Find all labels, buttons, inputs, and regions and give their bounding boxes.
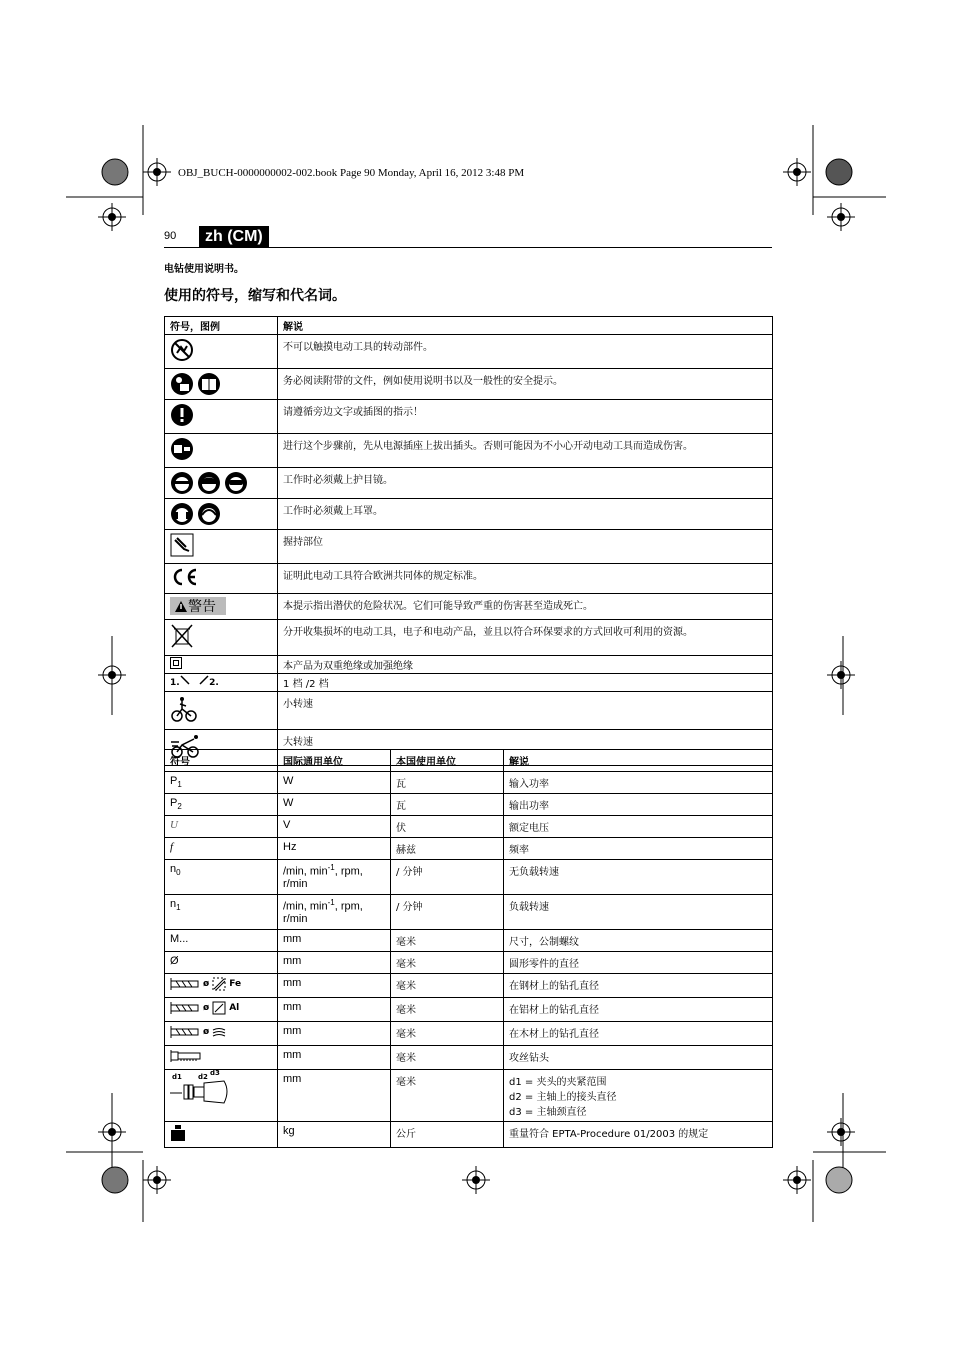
table-row bbox=[165, 564, 773, 594]
intl-unit-cell: mm bbox=[278, 1070, 391, 1122]
intl-unit-cell: kg bbox=[278, 1122, 391, 1148]
document-subtitle: 电钻使用说明书。 bbox=[164, 264, 244, 275]
gear-1-2-icon: 1. 2. bbox=[170, 678, 219, 688]
symbol-cell: $n_0$ bbox=[165, 860, 278, 895]
intl-unit-cell: mm bbox=[278, 1022, 391, 1046]
symbol-cell bbox=[165, 468, 278, 499]
wood-material-icon bbox=[212, 1025, 226, 1039]
description-cell: 在木材上的钻孔直径 bbox=[504, 1022, 773, 1046]
description-cell: d1 = 夹头的夹紧范围 d2 = 主轴上的接头直径 d3 = 主轴颈直径 bbox=[504, 1070, 773, 1122]
description-cell: 务必阅读附带的文件，例如使用说明书以及一般性的安全提示。 bbox=[278, 369, 773, 400]
column-header: 解说 bbox=[504, 750, 773, 772]
symbol-cell bbox=[165, 620, 278, 656]
local-unit-cell: 毫米 bbox=[391, 974, 504, 998]
table-row bbox=[165, 434, 773, 468]
local-unit-cell: 毫米 bbox=[391, 1046, 504, 1070]
weee-bin-icon bbox=[170, 623, 194, 649]
double-insulation-icon bbox=[170, 657, 182, 669]
intl-unit-cell: W bbox=[278, 794, 391, 816]
intl-unit-cell: /min, $\min^{-1}$, rpm, r/min bbox=[278, 895, 391, 930]
column-header: 本国使用单位 bbox=[391, 750, 504, 772]
local-unit-cell: 赫兹 bbox=[391, 838, 504, 860]
ear-protection-icon-2 bbox=[197, 502, 221, 526]
local-unit-cell: 毫米 bbox=[391, 930, 504, 952]
low-speed-icon bbox=[170, 695, 198, 723]
local-unit-cell: 公斤 bbox=[391, 1122, 504, 1148]
table-row bbox=[165, 692, 773, 730]
description-cell: 工作时必须戴上护目镜。 bbox=[278, 468, 773, 499]
table-row bbox=[165, 794, 773, 816]
grip-area-icon bbox=[170, 533, 194, 557]
table-header-row bbox=[165, 750, 773, 772]
local-unit-cell: 毫米 bbox=[391, 998, 504, 1022]
description-cell: 在钢材上的钻孔直径 bbox=[504, 974, 773, 998]
description-cell: 证明此电动工具符合欧洲共同体的规定标准。 bbox=[278, 564, 773, 594]
ce-mark-icon bbox=[170, 567, 198, 587]
table-row bbox=[165, 369, 773, 400]
intl-unit-cell: /min, $\min^{-1}$, rpm, r/min bbox=[278, 860, 391, 895]
table-row bbox=[165, 860, 773, 895]
eye-protection-icon bbox=[170, 471, 194, 495]
no-touch-rotating-icon bbox=[170, 338, 194, 362]
description-cell: 分开收集损坏的电动工具，电子和电动产品，並且以符合环保要求的方式回收可利用的资源。 bbox=[278, 620, 773, 656]
description-cell: 握持部位 bbox=[278, 530, 773, 564]
local-unit-cell: / 分钟 bbox=[391, 895, 504, 930]
drill-aluminium-icon bbox=[170, 1001, 200, 1015]
intl-unit-cell: V bbox=[278, 816, 391, 838]
language-badge: zh (CM) bbox=[199, 226, 269, 247]
symbol-cell: ø bbox=[165, 1022, 278, 1046]
print-header: OBJ_BUCH-0000000002-002.book Page 90 Monday, April 16, 2012 3:48 PM bbox=[178, 167, 525, 179]
symbol-cell: M... bbox=[165, 930, 278, 952]
description-cell: 小转速 bbox=[278, 692, 773, 730]
table-header-row bbox=[165, 317, 773, 335]
symbol-cell bbox=[165, 594, 278, 620]
units-table bbox=[164, 749, 773, 1148]
intl-unit-cell: Hz bbox=[278, 838, 391, 860]
table-row bbox=[165, 1070, 773, 1122]
read-manual-icon bbox=[170, 372, 194, 396]
table-row bbox=[165, 1022, 773, 1046]
tap-icon bbox=[170, 1049, 202, 1063]
symbol-cell bbox=[165, 1046, 278, 1070]
description-cell: 输出功率 bbox=[504, 794, 773, 816]
description-cell: 额定电压 bbox=[504, 816, 773, 838]
symbol-cell: $n_1$ bbox=[165, 895, 278, 930]
local-unit-cell: 毫米 bbox=[391, 952, 504, 974]
table-row bbox=[165, 620, 773, 656]
intl-unit-cell: W bbox=[278, 772, 391, 794]
column-header: 符号 bbox=[165, 750, 278, 772]
description-cell: 不可以触摸电动工具的转动部件。 bbox=[278, 335, 773, 369]
column-header: 符号，图例 bbox=[165, 317, 278, 335]
description-cell: 进行这个步骤前，先从电源插座上拔出插头。否则可能因为不小心开动电动工具而造成伤害。 bbox=[278, 434, 773, 468]
table-row bbox=[165, 1122, 773, 1148]
description-cell: 1 档 /2 档 bbox=[278, 674, 773, 692]
description-cell: 工作时必须戴上耳罩。 bbox=[278, 499, 773, 530]
symbol-cell bbox=[165, 674, 278, 692]
symbol-cell bbox=[165, 335, 278, 369]
attention-icon bbox=[170, 403, 194, 427]
table-row bbox=[165, 952, 773, 974]
table-row bbox=[165, 594, 773, 620]
symbol-cell bbox=[165, 530, 278, 564]
column-header: 国际通用单位 bbox=[278, 750, 391, 772]
column-header: 解说 bbox=[278, 317, 773, 335]
table-row bbox=[165, 468, 773, 499]
table-row bbox=[165, 335, 773, 369]
description-cell: 圆形零件的直径 bbox=[504, 952, 773, 974]
aluminium-material-icon bbox=[212, 1001, 226, 1015]
local-unit-cell: 伏 bbox=[391, 816, 504, 838]
symbol-cell: f bbox=[165, 838, 278, 860]
symbol-cell: $P_2$ bbox=[165, 794, 278, 816]
symbol-cell bbox=[165, 369, 278, 400]
intl-unit-cell: mm bbox=[278, 1046, 391, 1070]
table-row bbox=[165, 998, 773, 1022]
description-cell: 输入功率 bbox=[504, 772, 773, 794]
symbol-cell bbox=[165, 1070, 278, 1122]
description-cell: 频率 bbox=[504, 838, 773, 860]
steel-material-icon bbox=[212, 977, 226, 991]
table-row bbox=[165, 656, 773, 674]
table-row bbox=[165, 930, 773, 952]
description-cell: 请遵循旁边文字或插图的指示！ bbox=[278, 400, 773, 434]
symbol-cell: ø Al bbox=[165, 998, 278, 1022]
description-cell: 本提示指出潜伏的危险状况。它们可能导致严重的伤害甚至造成死亡。 bbox=[278, 594, 773, 620]
table-row bbox=[165, 499, 773, 530]
table-row bbox=[165, 895, 773, 930]
intl-unit-cell: mm bbox=[278, 930, 391, 952]
header-rule bbox=[164, 247, 772, 248]
local-unit-cell: 瓦 bbox=[391, 794, 504, 816]
section-title: 使用的符号，缩写和代名词。 bbox=[164, 288, 346, 304]
description-cell: 攻丝钻头 bbox=[504, 1046, 773, 1070]
table-row bbox=[165, 674, 773, 692]
table-row bbox=[165, 772, 773, 794]
description-cell: 尺寸，公制螺纹 bbox=[504, 930, 773, 952]
table-row bbox=[165, 838, 773, 860]
symbol-cell bbox=[165, 499, 278, 530]
chuck-diameters-icon: d1 d2 d3 bbox=[170, 1073, 234, 1105]
symbol-cell: ø Fe bbox=[165, 974, 278, 998]
description-cell: 在铝材上的钻孔直径 bbox=[504, 998, 773, 1022]
intl-unit-cell: mm bbox=[278, 998, 391, 1022]
symbol-cell bbox=[165, 564, 278, 594]
symbol-cell bbox=[165, 692, 278, 730]
local-unit-cell: / 分钟 bbox=[391, 860, 504, 895]
face-shield-icon bbox=[197, 471, 221, 495]
symbol-cell bbox=[165, 1122, 278, 1148]
intl-unit-cell: mm bbox=[278, 952, 391, 974]
table-row bbox=[165, 530, 773, 564]
table-row bbox=[165, 816, 773, 838]
drill-wood-icon bbox=[170, 1025, 200, 1039]
warning-label-icon: 警告 bbox=[170, 597, 226, 615]
table-row bbox=[165, 400, 773, 434]
table-row bbox=[165, 974, 773, 998]
symbol-cell: U bbox=[165, 816, 278, 838]
description-cell: 大转速 bbox=[278, 730, 773, 766]
local-unit-cell: 毫米 bbox=[391, 1070, 504, 1122]
local-unit-cell: 瓦 bbox=[391, 772, 504, 794]
drill-steel-icon bbox=[170, 977, 200, 991]
symbol-cell bbox=[165, 400, 278, 434]
ear-protection-icon bbox=[170, 502, 194, 526]
manual-book-icon bbox=[197, 372, 221, 396]
symbol-cell: $P_1$ bbox=[165, 772, 278, 794]
local-unit-cell: 毫米 bbox=[391, 1022, 504, 1046]
description-cell: 重量符合 EPTA-Procedure 01/2003 的规定 bbox=[504, 1122, 773, 1148]
description-cell: 本产品为双重绝缘或加强绝缘 bbox=[278, 656, 773, 674]
description-cell: 负载转速 bbox=[504, 895, 773, 930]
symbol-cell bbox=[165, 434, 278, 468]
symbol-cell bbox=[165, 656, 278, 674]
table-row bbox=[165, 1046, 773, 1070]
intl-unit-cell: mm bbox=[278, 974, 391, 998]
unplug-icon bbox=[170, 437, 194, 461]
page-number: 90 bbox=[164, 230, 177, 242]
symbols-table bbox=[164, 316, 773, 766]
description-cell: 无负载转速 bbox=[504, 860, 773, 895]
weight-icon bbox=[170, 1125, 186, 1141]
symbol-cell: Ø bbox=[165, 952, 278, 974]
goggles-icon bbox=[224, 471, 248, 495]
